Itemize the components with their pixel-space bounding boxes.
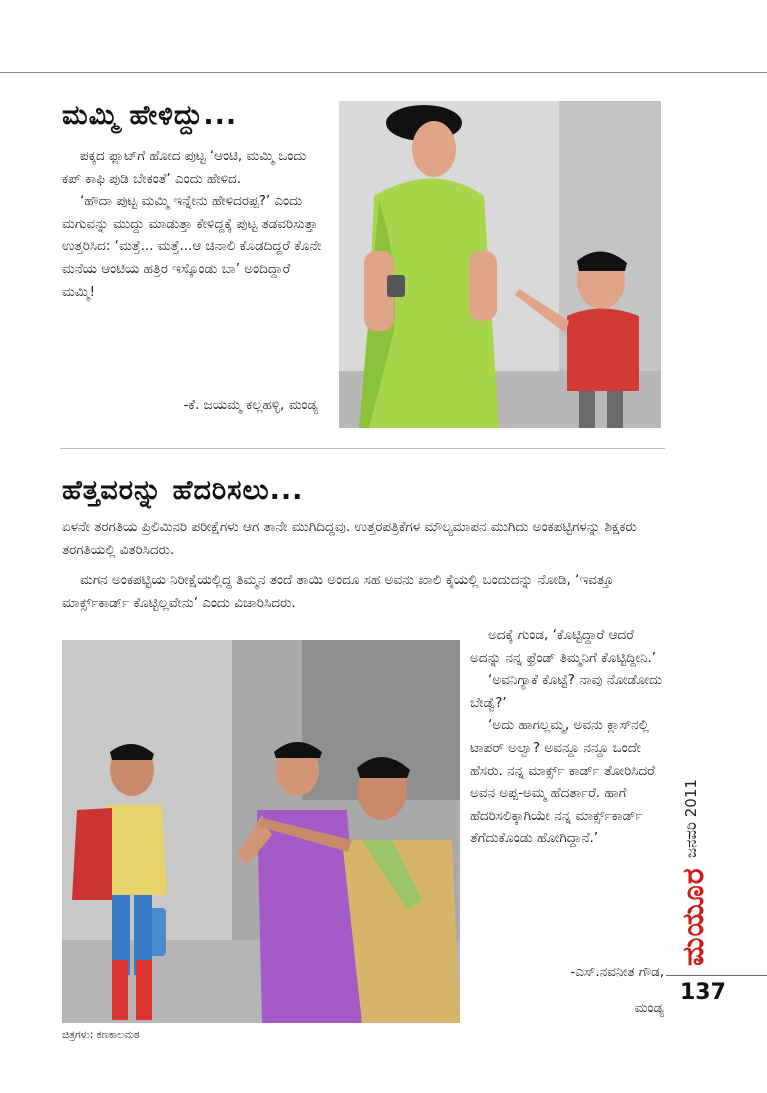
story1-signature: -ಕೆ. ಜಯಮ್ಮ ಕಲ್ಲಹಳ್ಳಿ, ಮಂಡ್ಯ — [183, 397, 318, 413]
section-divider — [60, 448, 665, 449]
story2-intro-paragraph: ಏಳನೇ ತರಗತಿಯ ಪ್ರಿಲಿಮಿನರಿ ಪರೀಕ್ಷೆಗಳು ಆಗ ತಾನೇ ಮುಗಿದಿದ್ದವು. ಉತ್ತರಪತ್ರಿಕೆಗಳ ಮೌಲ್ಯಮಾಪನ ಮುಗಿದು ಅಂಕಪಟ್ಟಿಗಳನ್ನು ಶಿಕ್ಷಕರು ತರಗತಿಯಲ್ಲಿ ವಿತರಿಸಿದರು. — [62, 519, 637, 558]
story2-signature-name: -ಎಸ್.ನವನೀತ ಗೌಡ, — [570, 964, 664, 980]
top-rule — [0, 72, 767, 73]
dialogue-paragraph: ಅದಕ್ಕೆ ಗುಂಡ, ‘ಕೊಟ್ಟಿದ್ದಾರೆ ಆದರೆ ಅದನ್ನು ನನ್ನ ಫ್ರೆಂಡ್ ತಿಮ್ಮನಿಗೆ ಕೊಟ್ಟಿದ್ದೀನಿ.’ — [470, 627, 657, 666]
story1-body — [62, 145, 324, 303]
story2-intro-paragraph: ಮಗನ ಅಂಕಪಟ್ಟಿಯ ನಿರೀಕ್ಷೆಯಲ್ಲಿದ್ದ ತಿಮ್ಮನ ತಂದೆ ತಾಯಿ ಅಂದೂ ಸಹ ಅವನು ಖಾಲಿ ಕೈಯಲ್ಲಿ ಬಂದುದನ್ನು ನೋಡಿ, ‘ಇವತ್ತೂ ಮಾರ್ಕ್ಸ್‌ಕಾರ್ಡ್ ಕೊಟ್ಟಿಲ್ಲವೇನು’ ಎಂದು ವಿಚಾರಿಸಿದರು. — [62, 572, 614, 611]
illustration-aunt-and-boy — [339, 101, 661, 428]
issue-month: ಜನವರಿ 2011 — [682, 779, 700, 858]
dialogue-paragraph: ‘ಅದು ಹಾಗಲ್ಲಮ್ಮ, ಅವನು ಕ್ಲಾಸ್‌ನಲ್ಲಿ ಟಾಪರ್ ಅಲ್ವಾ? ಅವನ್ದೂ ನನ್ದೂ ಒಂದೇ ಹೆಸರು. ನನ್ನ ಮಾರ್ಕ್ಸ್ ಕಾರ್ಡ್ ತೋರಿಸಿದರೆ ಅವನ ಅಪ್ಪ-ಅಮ್ಮ ಹೆದರ್ತಾರೆ. ಹಾಗೆ ಹೆದರಿಸಲಿಕ್ಕಾಗಿಯೇ ನನ್ನ ಮಾರ್ಕ್ಸ್‌ಕಾರ್ಡ್ ತೆಗೆದುಕೊಂಡು ಹೋಗಿದ್ದಾನೆ.’ — [470, 717, 655, 847]
story1-paragraph: ಪಕ್ಕದ ಫ್ಲಾಟ್‌ಗೆ ಹೋದ ಪುಟ್ಟ ‘ಆಂಟಿ, ಮಮ್ಮಿ ಒಂದು ಕಪ್ ಕಾಫಿ ಪುಡಿ ಬೇಕಂತೆ’ ಎಂದು ಹೇಳಿದ. — [62, 148, 307, 187]
story2-dialogue — [470, 624, 664, 850]
story2-intro — [62, 516, 662, 614]
dialogue-paragraph: ‘ಅವನಿಗ್ಯಾಕೆ ಕೊಟ್ಟೆ? ನಾವು ನೋಡೋದು ಬೇಡ್ವೆ?’ — [470, 672, 663, 711]
illustration-family-scene — [62, 640, 460, 1023]
story2-title: ಹೆತ್ತವರನ್ನು ಹೆದರಿಸಲು... — [62, 475, 304, 506]
story1-title: ಮಮ್ಮಿ ಹೇಳಿದ್ದು... — [62, 100, 238, 131]
page-number-rule — [666, 975, 767, 976]
magazine-logo: ಮಯೂರ — [676, 867, 711, 966]
page-number: 137 — [680, 980, 726, 1005]
story1-paragraph: ‘ಹೌದಾ ಪುಟ್ಟ ಮಮ್ಮಿ ಇನ್ನೇನು ಹೇಳಿದರಪ್ಪ?’ ಎಂದು ಮಗುವನ್ನು ಮುದ್ದು ಮಾಡುತ್ತಾ ಕೇಳಿದ್ದಕ್ಕೆ ಪುಟ್ಟ ತಡವರಿಸುತ್ತಾ ಉತ್ತರಿಸಿದ: ‘ಮತ್ತೆ... ಮತ್ತೆ...ಆ ಚಿನಾಲಿ ಕೊಡದಿದ್ದರೆ ಕೊನೇ ಮನೆಯ ಆಂಟಿಯ ಹತ್ರಿರ ಇಸ್ಕೊಂಡು ಬಾ’ ಅಂದಿದ್ದಾರೆ ಮಮ್ಮಿ! — [62, 193, 322, 300]
illustration-credit: ಚಿತ್ರಗಳು: ಕಣಕಾಲಮಠ — [62, 1029, 140, 1041]
story2-signature-place: ಮಂಡ್ಯ — [634, 1000, 664, 1016]
